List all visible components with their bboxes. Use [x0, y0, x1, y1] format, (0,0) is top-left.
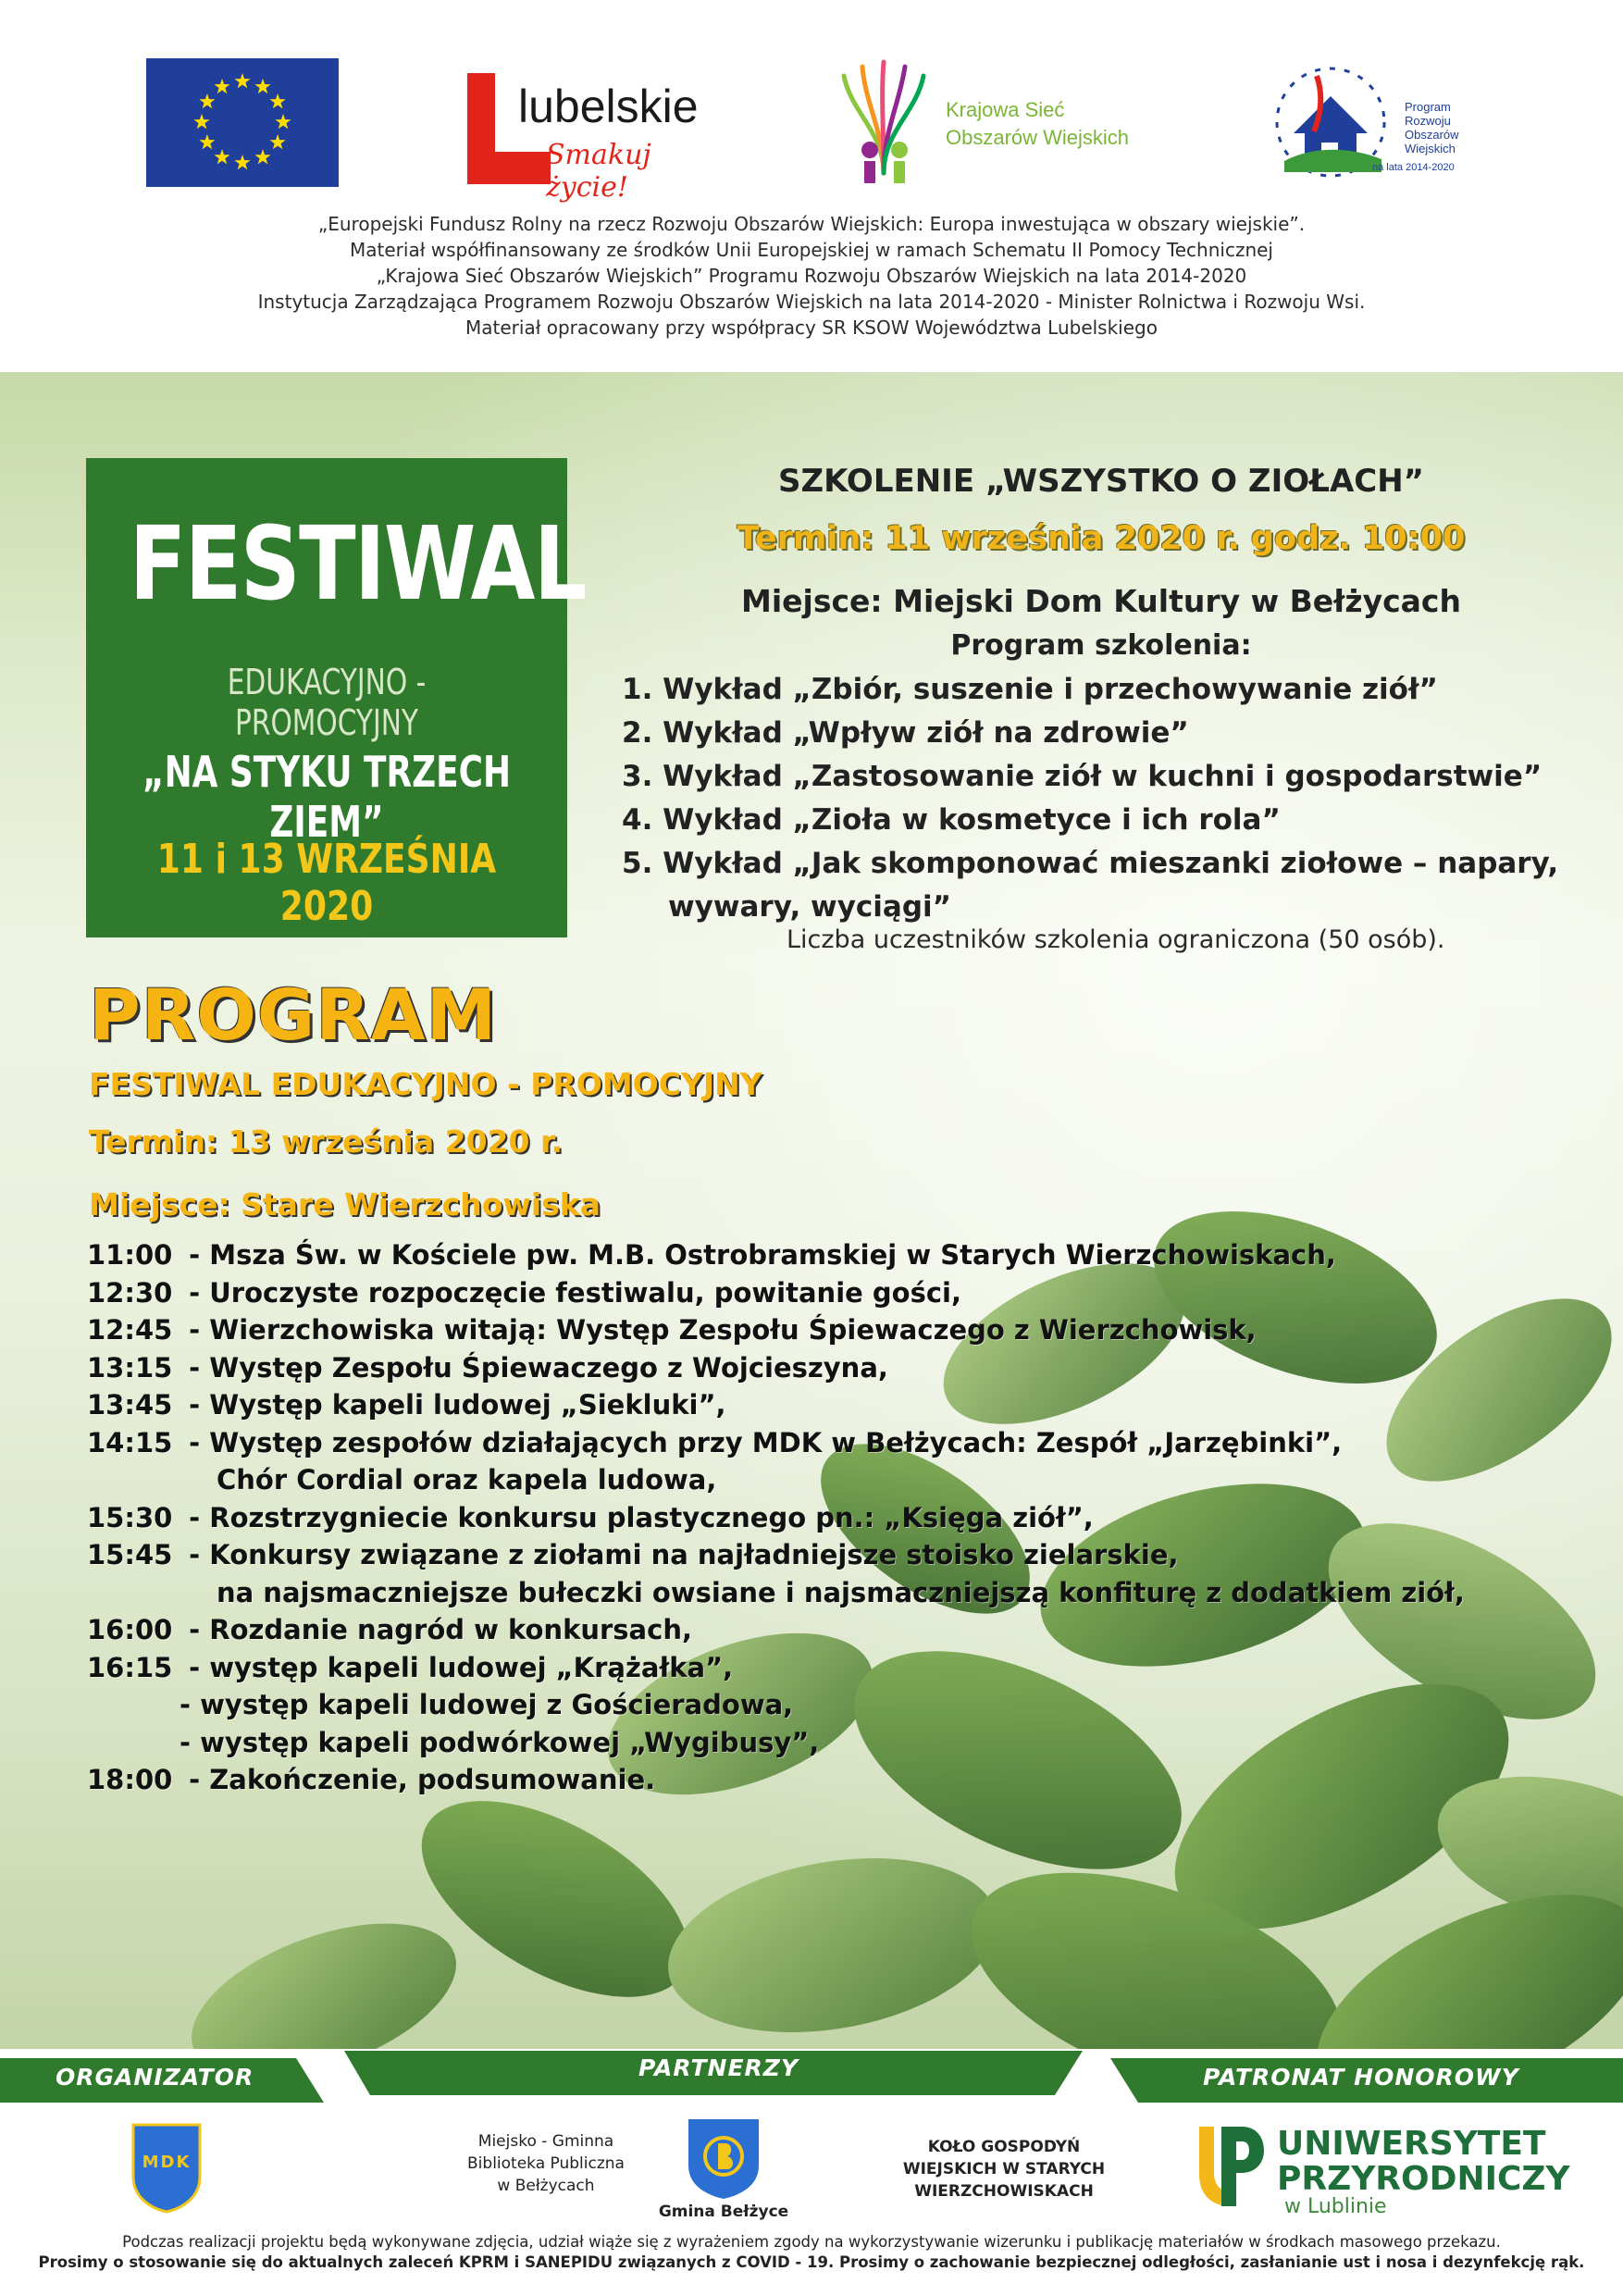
schedule-time: 18:00 [87, 1764, 173, 1795]
schedule-text: występ kapeli ludowej „Krążałka”, [209, 1651, 734, 1683]
schedule-row: 14:15 - Występ zespołów działających przy MDK w Bełżycach: Zespół „Jarzębinki”, [87, 1424, 1604, 1462]
prow-line1: Program [1405, 100, 1451, 114]
kgw-line: KOŁO GOSPODYŃ [927, 2138, 1081, 2156]
partners-strip [0, 2103, 1623, 2223]
eu-star-icon [234, 155, 250, 169]
schedule-time: 12:30 [87, 1276, 173, 1309]
festival-dates: 11 i 13 WRZEŚNIA 2020 [156, 836, 497, 930]
schedule-row: 11:00 - Msza Św. w Kościele pw. M.B. Ostrobramskiej w Starych Wierzchowiskach, [87, 1236, 1604, 1274]
lecture-item: 1. Wykład „Zbiór, suszenie i przechowywanie ziół” [622, 673, 1438, 706]
schedule-time: 16:00 [87, 1614, 173, 1645]
schedule-time: 16:15 [87, 1651, 173, 1683]
prow-line4: Wiejskich [1405, 142, 1456, 155]
training-capacity-note: Liczba uczestników szkolenia ograniczona (50 osób). [787, 925, 1445, 954]
schedule-time: 13:15 [87, 1351, 173, 1384]
schedule-row: 15:45 - Konkursy związane z ziołami na najładniejsze stoisko zielarskie, [87, 1536, 1604, 1574]
schedule-time: 12:45 [87, 1314, 173, 1346]
gmina-shield-icon [685, 2116, 762, 2201]
prow-line3: Obszarów [1405, 128, 1459, 142]
funding-line: „Europejski Fundusz Rolny na rzecz Rozwoju Obszarów Wiejskich: Europa inwestująca w obszary wiejskie”. [317, 213, 1306, 235]
eu-star-icon [214, 79, 229, 93]
lecture-item: 4. Wykład „Zioła w kosmetyce i ich rola” [622, 803, 1281, 837]
schedule-time: 15:45 [87, 1539, 173, 1570]
disclaimer-line: Podczas realizacji projektu będą wykonywane zdjęcia, udział wiąże się z wyrażeniem zgody na wykorzystywanie wizerunku i publikację materiałów w środkach masowego przekazu. [122, 2233, 1501, 2251]
university-name-line1: UNIWERSYTET [1277, 2125, 1546, 2163]
lecture-item: 5. Wykład „Jak skomponować mieszanki ziołowe – napary, [622, 847, 1559, 880]
library-line: Biblioteka Publiczna [467, 2154, 625, 2173]
lubelskie-logo [463, 68, 740, 204]
eu-star-icon [193, 114, 209, 129]
schedule-text: Uroczyste rozpoczęcie festiwalu, powitanie gości, [209, 1276, 961, 1309]
schedule-text: Występ Zespołu Śpiewaczego z Wojcieszyna, [209, 1351, 888, 1384]
university-name-line2: PRZYRODNICZY [1277, 2160, 1570, 2198]
organizer-label: ORGANIZATOR [56, 2064, 254, 2091]
schedule-text: Msza Św. w Kościele pw. M.B. Ostrobramskiej w Starych Wierzchowiskach, [209, 1239, 1336, 1271]
prow-logo [1266, 57, 1497, 187]
schedule-row: 18:00 - Zakończenie, podsumowanie. [87, 1761, 1604, 1799]
eu-star-icon [270, 93, 286, 108]
eu-stars-icon [146, 58, 339, 187]
kgw-line: WIEJSKICH W STARYCH [902, 2160, 1106, 2178]
funding-line: Instytucja Zarządzająca Programem Rozwoju Obszarów Wiejskich na lata 2014-2020 - Minister Rolnictwa i Rozwoju Wsi. [257, 291, 1366, 313]
schedule-text: występ kapeli ludowej z Gościeradowa, [200, 1689, 794, 1720]
program-title: PROGRAM [89, 974, 498, 1056]
eu-star-icon [254, 149, 270, 164]
funding-line: Materiał opracowany przy współpracy SR KSOW Województwa Lubelskiego [465, 316, 1158, 339]
patron-label: PATRONAT HONOROWY [1203, 2064, 1519, 2091]
lecture-item: 3. Wykład „Zastosowanie ziół w kuchni i gospodarstwie” [622, 760, 1542, 793]
schedule-text: na najsmaczniejsze bułeczki owsiane i najsmaczniejszą konfiturę z dodatkiem ziół, [217, 1576, 1465, 1608]
ksow-line1: Krajowa Sieć [946, 98, 1065, 121]
schedule-row-continuation [87, 1574, 1604, 1612]
eu-star-icon [275, 114, 291, 129]
lecture-item: 2. Wykład „Wpływ ziół na zdrowie” [622, 716, 1189, 750]
program-subtitle: FESTIWAL EDUKACYJNO - PROMOCYJNY [89, 1066, 762, 1102]
festival-subtitle: EDUKACYJNO - PROMOCYJNY [227, 662, 427, 743]
schedule-text: Rozstrzygniecie konkursu plastycznego pn.: „Księga ziół”, [209, 1501, 1094, 1533]
schedule-text: Występ zespołów działających przy MDK w Bełżycach: Zespół „Jarzębinki”, [209, 1426, 1343, 1458]
schedule-row-subitem: - występ kapeli ludowej z Gościeradowa, [180, 1689, 794, 1720]
funding-line: „Krajowa Sieć Obszarów Wiejskich” Programu Rozwoju Obszarów Wiejskich na lata 2014-2020 [376, 265, 1247, 287]
lubelskie-name: lubelskie [518, 81, 699, 132]
kgw-line: WIERZCHOWISKACH [914, 2182, 1094, 2201]
schedule-text: Rozdanie nagród w konkursach, [209, 1614, 692, 1645]
eu-star-icon [214, 149, 229, 164]
lecture-item-continuation [622, 886, 1621, 929]
funding-line: Materiał współfinansowany ze środków Unii Europejskiej w ramach Schematu II Pomocy Technicznej [350, 239, 1273, 261]
partners-label: PARTNERZY [638, 2054, 799, 2081]
covid-notice: Prosimy o stosowanie się do aktualnych zaleceń KPRM i SANEPIDU związanych z COVID - 19. Prosimy o zachowanie bezpiecznej odległości, zasłanianie ust i nosa i dezynfekcję rąk. [38, 2253, 1585, 2271]
schedule-row: 15:30 - Rozstrzygniecie konkursu plastycznego pn.: „Księga ziół”, [87, 1499, 1604, 1537]
schedule-row-continuation [87, 1461, 1604, 1499]
kgw-partner [837, 2136, 1171, 2203]
gmina-label: Gmina Bełżyce [658, 2203, 789, 2221]
festival-title-box [86, 458, 586, 937]
schedule-row: 13:45 - Występ kapeli ludowej „Siekluki”, [87, 1386, 1604, 1424]
festival-motto: „NA STYKU TRZECH ZIEM” [142, 747, 511, 847]
eu-star-icon [199, 134, 215, 149]
university-logo [1194, 2117, 1268, 2210]
library-line: w Bełżycach [497, 2177, 595, 2195]
schedule-text: występ kapeli podwórkowej „Wygibusy”, [200, 1726, 820, 1758]
university-name-line3: w Lublinie [1284, 2195, 1387, 2218]
schedule-row: 12:30 - Uroczyste rozpoczęcie festiwalu, powitanie gości, [87, 1274, 1604, 1312]
schedule-row-subitem: - występ kapeli podwórkowej „Wygibusy”, [180, 1726, 820, 1758]
eu-star-icon [270, 134, 286, 149]
training-lecture-list [622, 668, 1621, 929]
schedule-text: Zakończenie, podsumowanie. [209, 1764, 656, 1795]
program-date: Termin: 13 września 2020 r. [89, 1123, 564, 1160]
training-program-heading: Program szkolenia: [950, 629, 1252, 662]
eu-flag-logo [146, 58, 339, 187]
ksow-tree-icon [833, 57, 935, 187]
prow-period: na lata 2014-2020 [1372, 162, 1455, 173]
schedule-time: 14:15 [87, 1426, 173, 1458]
footer-label-bar [0, 2051, 1623, 2103]
eu-star-icon [234, 73, 250, 88]
ksow-logo [833, 57, 1184, 187]
mdk-crest-letters: MDK [142, 2153, 192, 2172]
mdk-crest-logo [130, 2121, 204, 2214]
schedule-row: 16:15 - występ kapeli ludowej „Krążałka”, [87, 1649, 1604, 1687]
eu-star-icon [199, 93, 215, 108]
schedule-text: Chór Cordial oraz kapela ludowa, [217, 1464, 717, 1496]
funding-statement [0, 211, 1623, 341]
festival-schedule [87, 1236, 1604, 1799]
schedule-text: Występ kapeli ludowej „Siekluki”, [209, 1389, 726, 1421]
lubelskie-tagline: Smakuj życie! [546, 139, 651, 204]
training-date: Termin: 11 września 2020 r. godz. 10:00 [737, 520, 1466, 557]
schedule-time: 13:45 [87, 1389, 173, 1421]
schedule-row: 16:00 - Rozdanie nagród w konkursach, [87, 1611, 1604, 1649]
gmina-crest-logo [685, 2116, 762, 2201]
festival-title: FESTIWAL [129, 504, 586, 623]
logo-strip [0, 0, 1623, 204]
program-venue: Miejsce: Stare Wierzchowiska [89, 1186, 601, 1222]
training-title: SZKOLENIE „WSZYSTKO O ZIOŁACH” [777, 463, 1425, 500]
library-partner [426, 2130, 666, 2197]
prow-line2: Rozwoju [1405, 114, 1451, 128]
schedule-time: 15:30 [87, 1501, 173, 1533]
schedule-text: Wierzchowiska witają: Występ Zespołu Śpiewaczego z Wierzchowisk, [209, 1314, 1257, 1346]
eu-star-icon [254, 79, 270, 93]
training-venue: Miejsce: Miejski Dom Kultury w Bełżycach [741, 583, 1461, 619]
schedule-row: 12:45 - Wierzchowiska witają: Występ Zespołu Śpiewaczego z Wierzchowisk, [87, 1311, 1604, 1349]
schedule-time: 11:00 [87, 1239, 173, 1271]
library-line: Miejsko - Gminna [477, 2132, 614, 2151]
schedule-row: 13:15 - Występ Zespołu Śpiewaczego z Wojcieszyna, [87, 1349, 1604, 1387]
ksow-line2: Obszarów Wiejskich [946, 126, 1130, 149]
lecture-item-cont-text: wywary, wyciągi” [668, 890, 952, 924]
photo-consent-disclaimer [0, 2232, 1623, 2273]
schedule-text: Konkursy związane z ziołami na najładniejsze stoisko zielarskie, [209, 1539, 1179, 1570]
up-emblem-icon [1194, 2117, 1268, 2210]
